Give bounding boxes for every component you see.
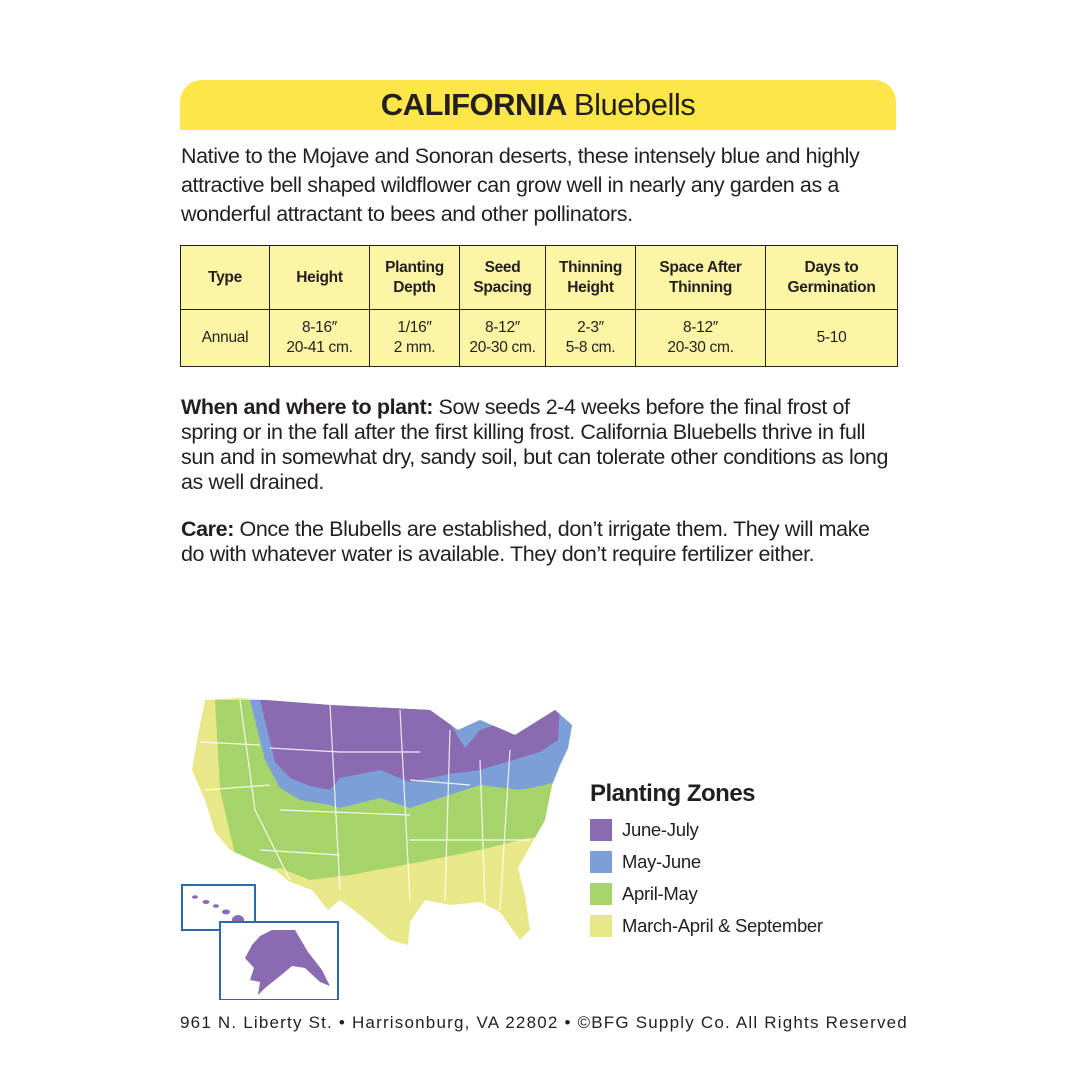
planting-zones-legend	[590, 780, 823, 942]
care-label: Care:	[181, 517, 234, 541]
specs-header-space-after-thinning: Space After Thinning	[636, 246, 766, 310]
title-strong: CALIFORNIA	[380, 87, 567, 122]
specs-header-height: Height	[270, 246, 370, 310]
planting-text: Sow seeds 2-4 weeks before the final frost of spring or in the fall after the first killing frost. California Bluebells thrive in full sun and in somewhat dry, sandy soil, but can tolerate other conditions as long as well drained.	[181, 395, 889, 494]
legend-swatch	[590, 819, 612, 841]
care-paragraph	[181, 517, 896, 567]
legend-item-april-may	[590, 878, 823, 910]
specs-header-planting-depth: Planting Depth	[370, 246, 460, 310]
title-regular: Bluebells	[573, 87, 696, 122]
legend-swatch	[590, 883, 612, 905]
intro-text: Native to the Mojave and Sonoran deserts, these intensely blue and highly attractive bell shaped wildflower can grow well in nearly any garden as a wonderful attractant to bees and other pollinators.	[181, 144, 860, 226]
planting-paragraph	[181, 395, 896, 495]
specs-header-thinning-height: Thinning Height	[546, 246, 636, 310]
specs-header-row	[181, 246, 898, 310]
specs-header-days-to-germination: Days to Germination	[766, 246, 898, 310]
legend-label: May-June	[622, 851, 701, 872]
specs-header-type: Type	[181, 246, 270, 310]
specs-value-type: Annual	[181, 310, 270, 367]
legend-swatch	[590, 851, 612, 873]
legend-item-june-july	[590, 814, 823, 846]
specs-value-seed-spacing: 8-12″ 20-30 cm.	[460, 310, 546, 367]
specs-value-planting-depth: 1/16″ 2 mm.	[370, 310, 460, 367]
legend-label: March-April & September	[622, 915, 823, 936]
legend-title: Planting Zones	[590, 780, 756, 807]
specs-value-row	[181, 310, 898, 367]
legend-item-march-april-september	[590, 910, 823, 942]
legend-label: April-May	[622, 883, 698, 904]
legend-item-may-june	[590, 846, 823, 878]
specs-value-thinning-height: 2-3″ 5-8 cm.	[546, 310, 636, 367]
planting-label: When and where to plant:	[181, 395, 433, 419]
specs-value-days-to-germination: 5-10	[766, 310, 898, 367]
title-bar	[180, 80, 896, 130]
specs-value-space-after-thinning: 8-12″ 20-30 cm.	[636, 310, 766, 367]
specs-header-seed-spacing: Seed Spacing	[460, 246, 546, 310]
specs-value-height: 8-16″ 20-41 cm.	[270, 310, 370, 367]
planting-zone-map	[180, 690, 580, 1000]
footer-address: 961 N. Liberty St. • Harrisonburg, VA 22802 • ©BFG Supply Co. All Rights Reserved	[180, 1013, 908, 1032]
legend-label: June-July	[622, 819, 699, 840]
care-text: Once the Blubells are established, don’t irrigate them. They will make do with whatever water is available. They don’t require fertilizer either.	[181, 517, 870, 566]
specs-table	[180, 245, 898, 367]
legend-swatch	[590, 915, 612, 937]
